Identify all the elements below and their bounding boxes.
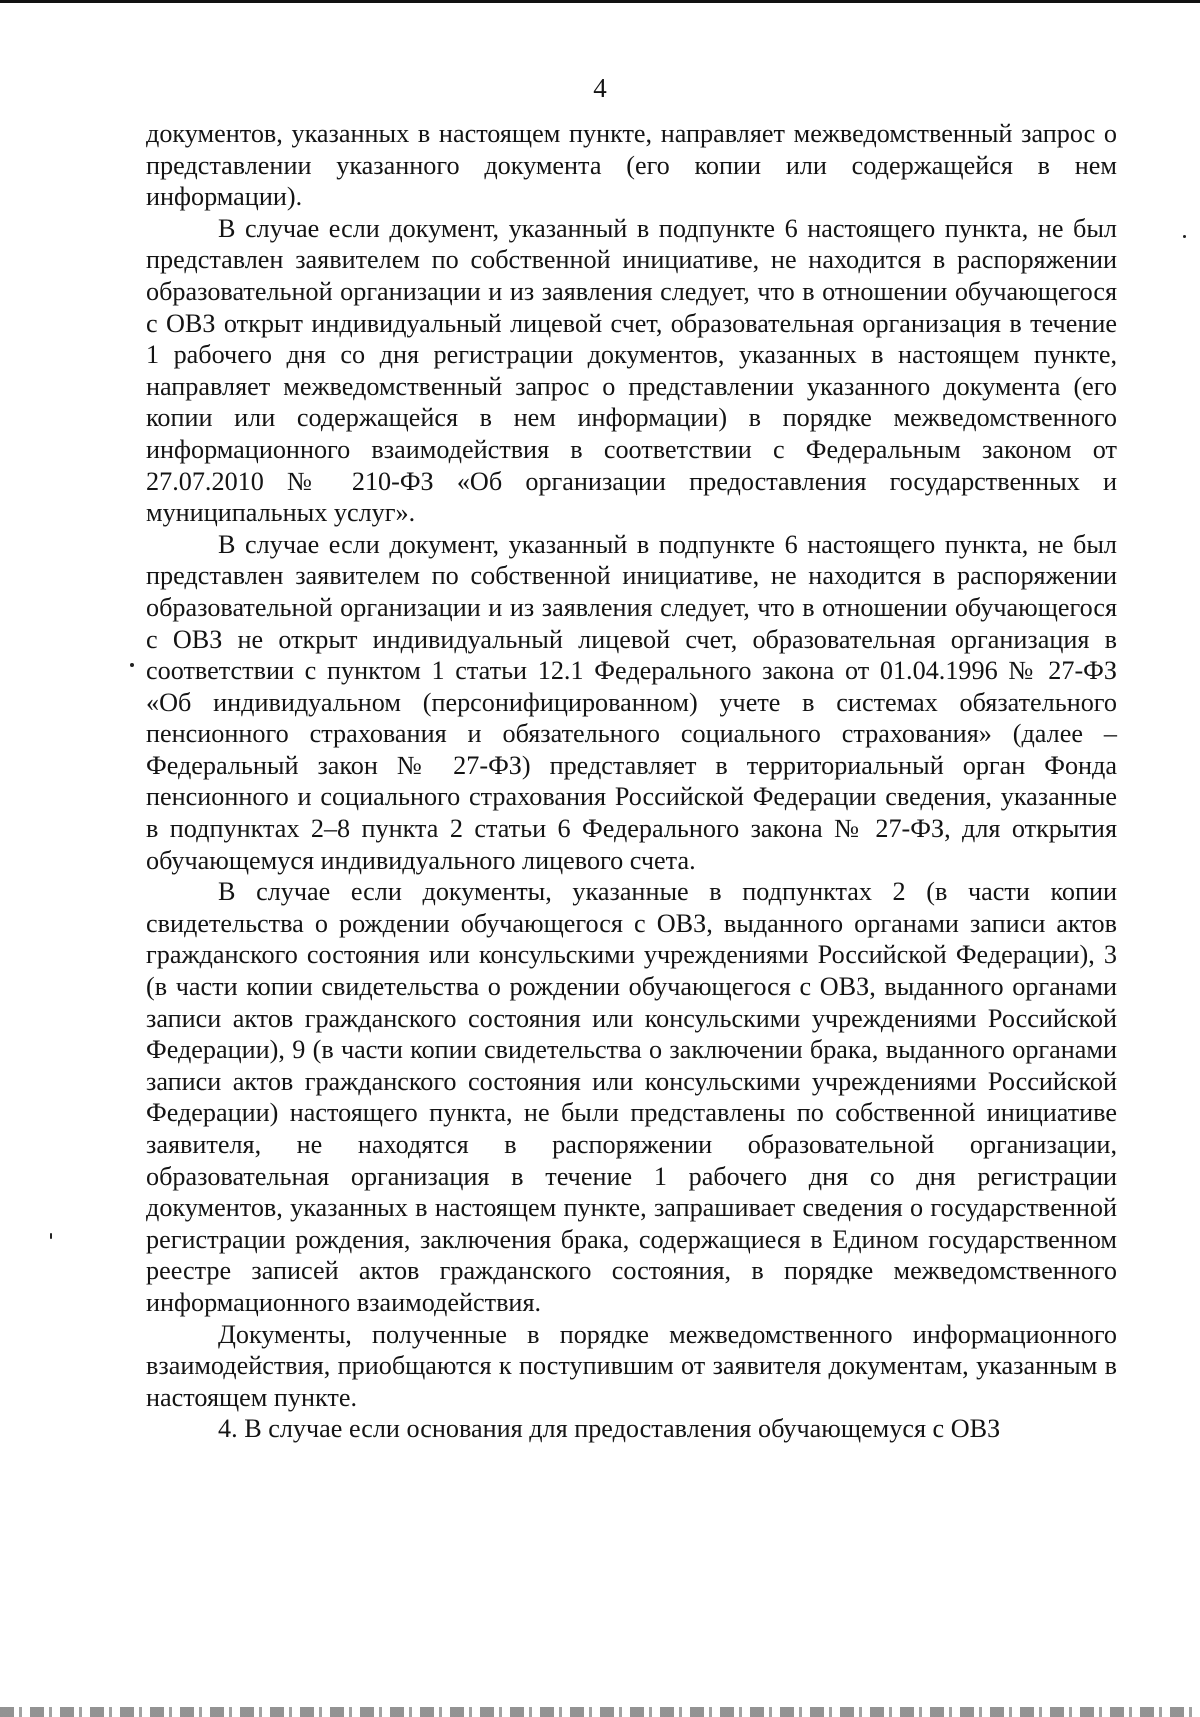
paragraph-individual-account-not-open: В случае если документ, указанный в подпункте 6 настоящего пункта, не был представлен заявителем по собственной инициативе, не находится в распоряжении образовательной организации и из заявления следует, что в отношении обучающегося с ОВЗ не открыт индивидуальный лицевой счет, образовательная организация в соответствии с пунктом 1 статьи 12.1 Федерального закона от 01.04.1996 № 27-ФЗ «Об индивидуальном (персонифицированном) учете в системах обязательного пенсионного страхования и обязательного социального страхования» (далее – Федеральный закон № 27-ФЗ) представляет в территориальный орган Фонда пенсионного и социального страхования Российской Федерации сведения, указанные в подпунктах 2–8 пункта 2 статьи 6 Федерального закона № 27-ФЗ, для открытия обучающемуся индивидуального лицевого счета.: [146, 529, 1117, 875]
scan-top-edge: [0, 0, 1200, 3]
paragraph-civil-registry-request: В случае если документы, указанные в подпунктах 2 (в части копии свидетельства о рождении обучающегося с ОВЗ, выданного органами записи актов гражданского состояния или консульскими учреждениями Российской Федерации), 3 (в части копии свидетельства о рождении обучающегося с ОВЗ, выданного органами записи актов гражданского состояния или консульскими учреждениями Российской Федерации), 9 (в части копии свидетельства о заключении брака, выданного органами записи актов гражданского состояния или консульскими учреждениями Российской Федерации) настоящего пункта, не были представлены по собственной инициативе заявителя, не находятся в распоряжении образовательной организации, образовательная организация в течение 1 рабочего дня со дня регистрации документов, указанных в настоящем пункте, запрашивает сведения о государственной регистрации рождения, заключения брака, содержащиеся в Едином государственном реестре записей актов гражданского состояния, в порядке межведомственного информационного взаимодействия.: [146, 877, 1117, 1317]
paragraph-individual-account-open: В случае если документ, указанный в подпункте 6 настоящего пункта, не был представлен заявителем по собственной инициативе, не находится в распоряжении образовательной организации и из заявления следует, что в отношении обучающегося с ОВЗ открыт индивидуальный лицевой счет, образовательная организация в течение 1 рабочего дня со дня регистрации документов, указанных в настоящем пункте, направляет межведомственный запрос о представлении указанного документа (его копии или содержащейся в нем информации) в порядке межведомственного информационного взаимодействия в соответствии с Федеральным законом от 27.07.2010 № 210-ФЗ «Об организации предоставления государственных и муниципальных услуг».: [146, 213, 1117, 528]
scan-speck: [130, 663, 134, 667]
paragraph-item-4: 4. В случае если основания для предоставления обучающемуся с ОВЗ: [218, 1414, 1001, 1444]
scan-speck: [1183, 235, 1186, 238]
document-body: [146, 118, 1117, 1445]
page-number: 4: [593, 73, 607, 103]
scan-bottom-edge: [0, 1707, 1200, 1717]
paragraph-continuation: документов, указанных в настоящем пункте, направляет межведомственный запрос о представлении указанного документа (его копии или содержащейся в нем информации).: [146, 119, 1117, 212]
scan-speck: [50, 1233, 52, 1239]
paragraph-received-documents: Документы, полученные в порядке межведомственного информационного взаимодействия, приобщаются к поступившим от заявителя документам, указанным в настоящем пункте.: [146, 1319, 1117, 1412]
